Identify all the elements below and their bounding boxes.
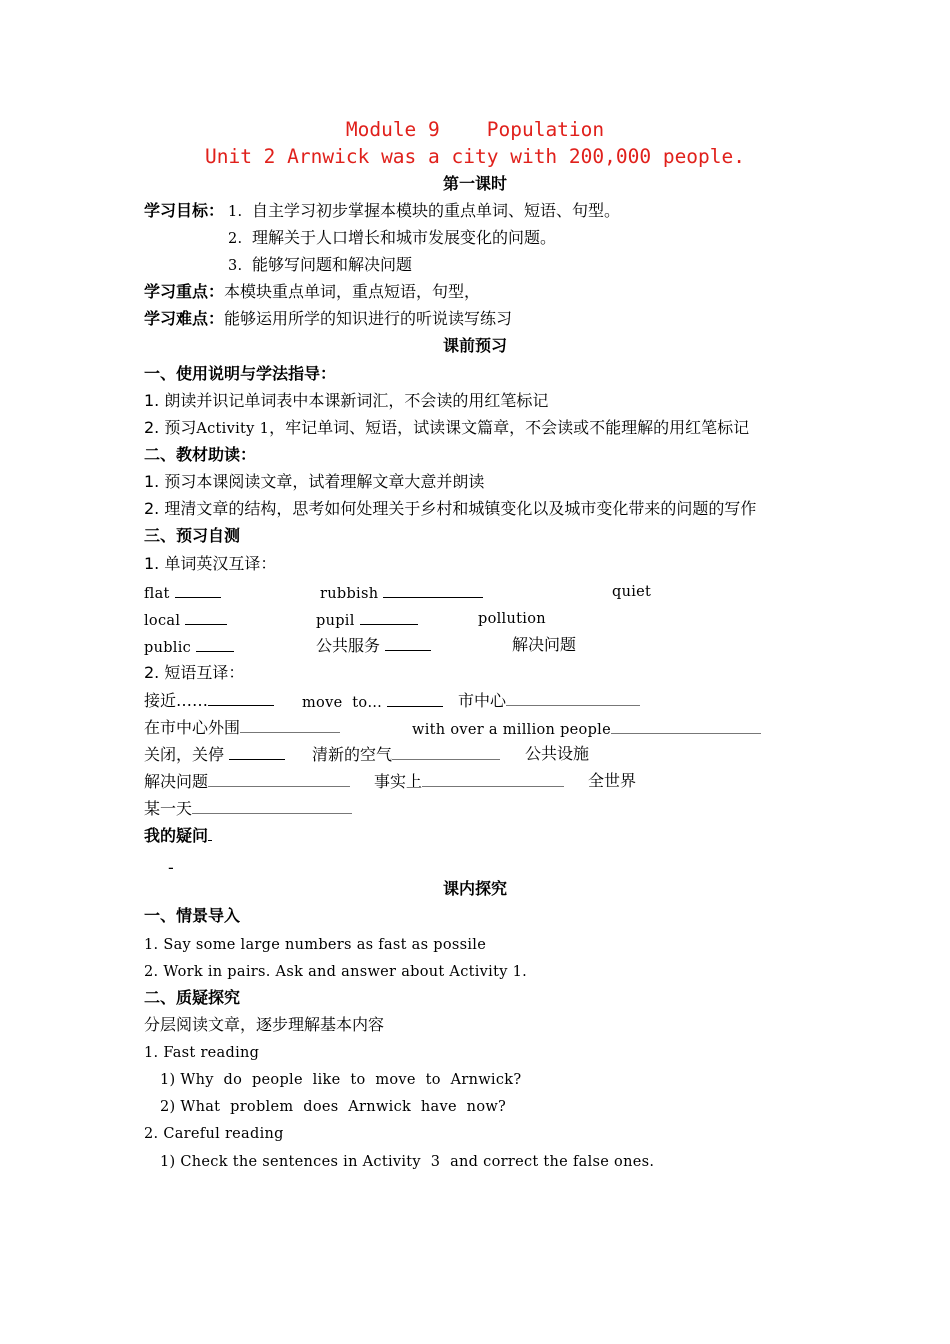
careful-reading-title: 2. Careful reading — [144, 1126, 284, 1142]
vocab-local-blank[interactable] — [185, 609, 227, 625]
phrase-solve-problem — [144, 771, 350, 792]
vocab-pollution: pollution — [478, 611, 546, 627]
phrase-solve-problem-text: 解决问题 — [144, 772, 209, 791]
my-questions-label: 我的疑问 — [144, 826, 209, 845]
objectives-label: 学习目标： — [144, 201, 225, 220]
module-title — [0, 118, 950, 142]
phrase-city-center — [458, 690, 640, 711]
vocab-public-service-blank[interactable] — [385, 635, 431, 651]
selftest-section-title: 三、预习自测 — [144, 526, 241, 545]
phrase-move-to-text: move to… — [302, 695, 383, 711]
phrase-million-people-text: with over a million people — [412, 722, 611, 738]
vocab-rubbish — [320, 582, 483, 604]
phrase-close-to-text: 接近…… — [144, 691, 209, 710]
dash-mark: - — [168, 858, 174, 877]
phrase-title: 2. 短语互译： — [144, 663, 245, 682]
vocab-pupil — [316, 609, 418, 631]
vocab-quiet: quiet — [612, 584, 652, 600]
phrase-move-to-blank[interactable] — [387, 691, 443, 707]
vocab-rubbish-word: rubbish — [320, 586, 379, 602]
fast-question-1: 1) Why do people like to move to Arnwick? — [160, 1072, 522, 1088]
phrase-move-to — [302, 691, 443, 713]
phrase-close-to — [144, 690, 274, 711]
my-questions — [144, 825, 212, 846]
vocab-public-word: public — [144, 640, 192, 656]
phrase-outskirts-blank[interactable] — [240, 717, 340, 733]
unit-title — [0, 145, 950, 169]
objective-num-2: 2. — [228, 231, 243, 247]
unit-title-period: . — [733, 145, 746, 168]
phrase-one-day-text: 某一天 — [144, 799, 193, 818]
phrase-in-fact-text: 事实上 — [374, 772, 423, 791]
vocab-title: 1. 单词英汉互译： — [144, 554, 277, 573]
phrase-close-down-text: 关闭，关停 — [144, 745, 225, 764]
vocab-flat-word: flat — [144, 586, 170, 602]
objective-3: 能够写问题和解决问题 — [252, 255, 413, 274]
vocab-local — [144, 609, 227, 631]
vocab-public — [144, 636, 234, 658]
unit-title-text: Unit 2 Arnwick was a city with 200,000 people — [204, 145, 734, 168]
objective-num-1: 1. — [228, 204, 243, 220]
key-points-label: 学习重点： — [144, 282, 225, 301]
vocab-public-service — [316, 635, 431, 656]
fast-reading-title: 1. Fast reading — [144, 1045, 260, 1061]
careful-item-1: 1) Check the sentences in Activity 3 and correct the false ones. — [160, 1154, 655, 1170]
textbook-item-1: 1. 预习本课阅读文章，试着理解文章大意并朗读 — [144, 472, 485, 491]
lesson-label: 第一课时 — [442, 174, 507, 193]
objective-2: 理解关于人口增长和城市发展变化的问题。 — [252, 228, 557, 247]
phrase-in-fact-blank[interactable] — [422, 771, 564, 787]
phrase-close-down-blank[interactable] — [229, 744, 285, 760]
vocab-pupil-blank[interactable] — [360, 609, 418, 625]
inclass-heading: 课内探究 — [442, 879, 507, 898]
intro-item-1: 1. Say some large numbers as fast as possile — [144, 937, 487, 953]
vocab-flat-blank[interactable] — [175, 582, 221, 598]
vocab-solve-problem: 解决问题 — [512, 635, 577, 654]
difficulties-label: 学习难点： — [144, 309, 225, 328]
vocab-rubbish-blank[interactable] — [383, 582, 483, 598]
phrase-city-center-blank[interactable] — [506, 690, 640, 706]
phrase-solve-problem-blank[interactable] — [208, 771, 350, 787]
inquiry-section-title: 二、质疑探究 — [144, 988, 241, 1007]
phrase-outskirts-text: 在市中心外围 — [144, 718, 241, 737]
usage-item-2-b: Activity 1 — [196, 421, 270, 437]
module-title-text: Module 9 Population — [345, 118, 605, 141]
inquiry-intro: 分层阅读文章，逐步理解基本内容 — [144, 1015, 385, 1034]
usage-item-2 — [144, 418, 749, 439]
phrase-million-people — [412, 718, 761, 740]
fast-question-2: 2) What problem does Arnwick have now? — [160, 1099, 507, 1115]
phrase-city-center-text: 市中心 — [458, 691, 507, 710]
objective-num-3: 3. — [228, 258, 243, 274]
usage-item-2-a: 2. 预习 — [144, 418, 197, 437]
my-questions-blank[interactable] — [208, 825, 212, 841]
difficulties-text: 能够运用所学的知识进行的听说读写练习 — [224, 309, 513, 328]
textbook-section-title: 二、教材助读： — [144, 445, 257, 464]
vocab-public-service-word: 公共服务 — [316, 636, 381, 655]
phrase-one-day-blank[interactable] — [192, 798, 352, 814]
phrase-close-to-blank[interactable] — [208, 690, 274, 706]
objective-1: 自主学习初步掌握本模块的重点单词、短语、句型。 — [252, 201, 621, 220]
vocab-flat — [144, 582, 221, 604]
difficulties — [144, 309, 512, 329]
phrase-fresh-air — [312, 744, 500, 765]
key-points-text: 本模块重点单词，重点短语，句型， — [224, 282, 481, 301]
phrase-outskirts — [144, 717, 340, 738]
phrase-public-facilities: 公共设施 — [525, 744, 590, 763]
phrase-in-fact — [374, 771, 564, 792]
phrase-fresh-air-text: 清新的空气 — [312, 745, 393, 764]
intro-section-title: 一、情景导入 — [144, 906, 241, 925]
textbook-item-2: 2. 理清文章的结构，思考如何处理关于乡村和城镇变化以及城市变化带来的问题的写作 — [144, 499, 757, 518]
phrase-one-day — [144, 798, 352, 819]
intro-item-2: 2. Work in pairs. Ask and answer about Activity 1. — [144, 964, 528, 980]
preview-heading: 课前预习 — [442, 336, 507, 355]
vocab-public-blank[interactable] — [196, 636, 234, 652]
vocab-local-word: local — [144, 613, 181, 629]
usage-item-1: 1. 朗读并识记单词表中本课新词汇，不会读的用红笔标记 — [144, 391, 549, 410]
phrase-million-people-blank[interactable] — [611, 718, 761, 734]
phrase-whole-world: 全世界 — [588, 771, 637, 790]
usage-section-title: 一、使用说明与学法指导： — [144, 364, 337, 383]
phrase-close-down — [144, 744, 285, 765]
vocab-pupil-word: pupil — [316, 613, 355, 629]
usage-item-2-c: ，牢记单词、短语，试读课文篇章，不会读或不能理解的用红笔标记 — [269, 418, 750, 437]
phrase-fresh-air-blank[interactable] — [392, 744, 500, 760]
key-points — [144, 282, 480, 302]
